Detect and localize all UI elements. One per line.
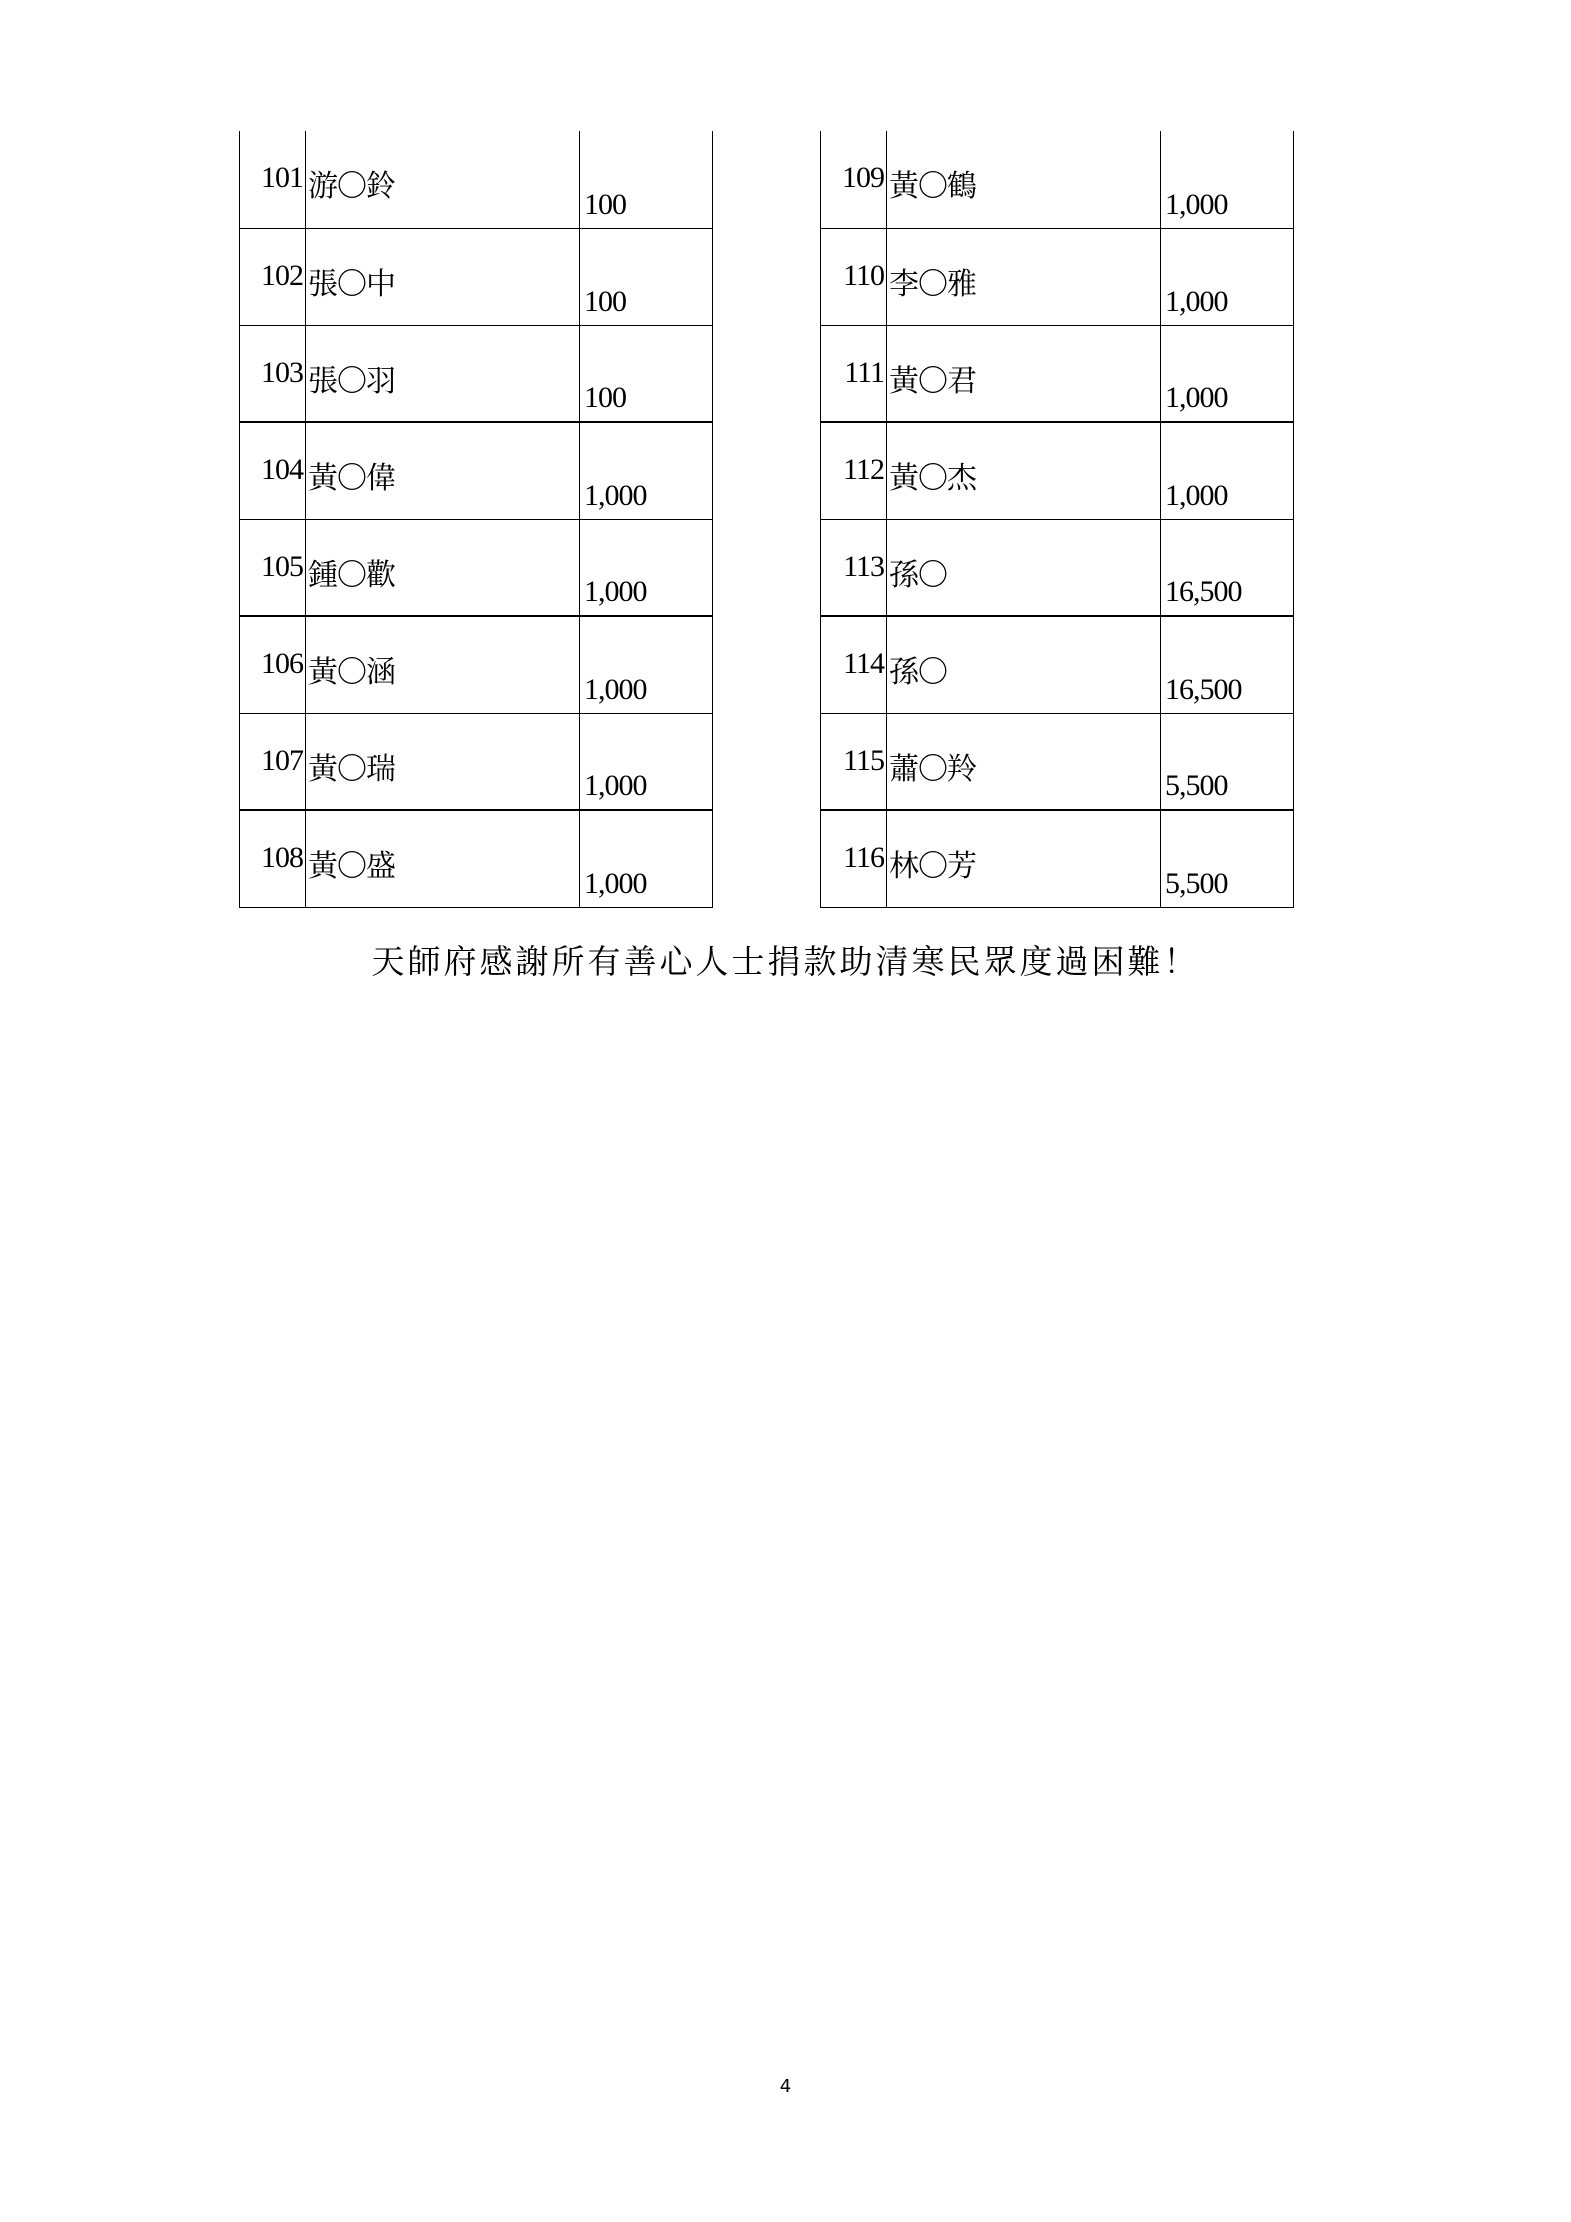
donor-name: 黃〇偉 [306, 422, 580, 519]
table-row [821, 422, 1294, 519]
donor-name: 黃〇君 [887, 325, 1161, 422]
donor-name: 張〇中 [306, 228, 580, 325]
donor-name: 黃〇盛 [306, 810, 580, 907]
donor-number: 115 [821, 713, 887, 810]
donation-amount: 1,000 [1161, 131, 1294, 228]
donation-amount: 1,000 [580, 519, 713, 616]
donor-number: 107 [240, 713, 306, 810]
donation-amount: 16,500 [1161, 519, 1294, 616]
donation-amount: 5,500 [1161, 810, 1294, 907]
thanks-message: 天師府感謝所有善心人士捐款助清寒民眾度過困難！ [371, 945, 1200, 981]
donor-number: 112 [821, 422, 887, 519]
donation-amount: 1,000 [1161, 228, 1294, 325]
donor-number: 114 [821, 616, 887, 713]
donor-name: 游〇鈴 [306, 131, 580, 228]
donor-number: 103 [240, 325, 306, 422]
donor-number: 113 [821, 519, 887, 616]
donor-number: 111 [821, 325, 887, 422]
donor-name: 黃〇瑞 [306, 713, 580, 810]
donor-name: 孫〇 [887, 519, 1161, 616]
table-row [240, 228, 713, 325]
donation-amount: 100 [580, 325, 713, 422]
table-row [821, 519, 1294, 616]
donation-amount: 100 [580, 228, 713, 325]
table-row [240, 422, 713, 519]
table-row [821, 325, 1294, 422]
donor-name: 林〇芳 [887, 810, 1161, 907]
donor-number: 106 [240, 616, 306, 713]
donor-table-right [820, 131, 1294, 908]
donor-name: 張〇羽 [306, 325, 580, 422]
donor-name: 黃〇鶴 [887, 131, 1161, 228]
donor-name: 鍾〇歡 [306, 519, 580, 616]
table-row [240, 713, 713, 810]
donation-amount: 1,000 [1161, 325, 1294, 422]
table-row [821, 131, 1294, 228]
table-row [821, 616, 1294, 713]
table-row [240, 810, 713, 907]
donor-name: 黃〇杰 [887, 422, 1161, 519]
page-number: 4 [779, 2076, 792, 2097]
donation-amount: 1,000 [580, 810, 713, 907]
donor-number: 104 [240, 422, 306, 519]
donor-name: 孫〇 [887, 616, 1161, 713]
donation-amount: 5,500 [1161, 713, 1294, 810]
donor-number: 108 [240, 810, 306, 907]
table-row [240, 616, 713, 713]
table-row [240, 131, 713, 228]
donation-amount: 16,500 [1161, 616, 1294, 713]
donation-amount: 1,000 [580, 422, 713, 519]
donor-name: 李〇雅 [887, 228, 1161, 325]
donor-name: 蕭〇羚 [887, 713, 1161, 810]
table-row [821, 810, 1294, 907]
donor-number: 110 [821, 228, 887, 325]
donor-number: 102 [240, 228, 306, 325]
table-row [821, 228, 1294, 325]
donation-amount: 1,000 [1161, 422, 1294, 519]
donation-amount: 1,000 [580, 616, 713, 713]
donor-table-left [239, 131, 713, 908]
donor-number: 105 [240, 519, 306, 616]
table-row [821, 713, 1294, 810]
donor-number: 109 [821, 131, 887, 228]
donor-number: 116 [821, 810, 887, 907]
table-row [240, 519, 713, 616]
donor-number: 101 [240, 131, 306, 228]
donation-amount: 100 [580, 131, 713, 228]
donation-amount: 1,000 [580, 713, 713, 810]
donor-name: 黃〇涵 [306, 616, 580, 713]
table-row [240, 325, 713, 422]
